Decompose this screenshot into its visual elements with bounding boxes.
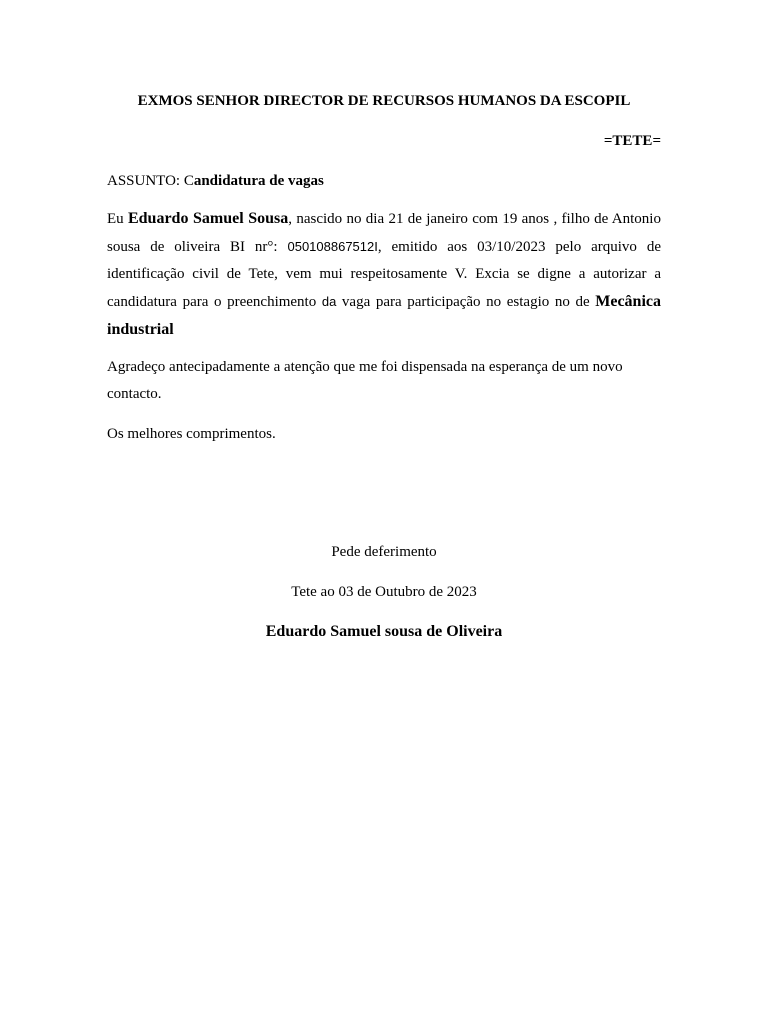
applicant-name: Eduardo Samuel Sousa	[127, 210, 289, 227]
body-part-c: vaga para participação no estagio no de	[336, 294, 596, 310]
letter-body	[107, 205, 661, 344]
date-line: Tete ao 03 de Outubro de 2023	[291, 584, 477, 600]
course-name: Mecânica industrial	[107, 293, 661, 338]
letter-closing: Os melhores comprimentos.	[107, 426, 276, 442]
body-part-a: , nascido no dia 21 de janeiro com 19 anos , filho de Antonio sousa de oliveira BI nr°:	[107, 211, 661, 255]
body-start: Eu	[107, 211, 128, 227]
letter-subject	[107, 171, 661, 191]
request-line: Pede deferimento	[331, 544, 437, 560]
subject-label: ASSUNTO: C	[107, 173, 194, 189]
bi-number: 050108867512I	[287, 239, 378, 254]
subject-text: andidatura de vagas	[193, 173, 324, 189]
letter-heading: EXMOS SENHOR DIRECTOR DE RECURSOS HUMANOS DA ESCOPIL	[137, 93, 631, 109]
letter-place: =TETE=	[603, 133, 661, 149]
body-part-b: , emitido aos 03/10/2023 pelo arquivo de identificação civil de Tete, vem mui respeitosamente V. Excia se digne a autorizar a candidatura para o preenchimento	[107, 239, 661, 310]
letter-thanks: Agradeço antecipadamente a atenção que me foi dispensada na esperança de um novo contacto.	[107, 359, 623, 402]
da-word: da	[321, 294, 337, 309]
signature-line: Eduardo Samuel sousa de Oliveira	[265, 623, 503, 640]
